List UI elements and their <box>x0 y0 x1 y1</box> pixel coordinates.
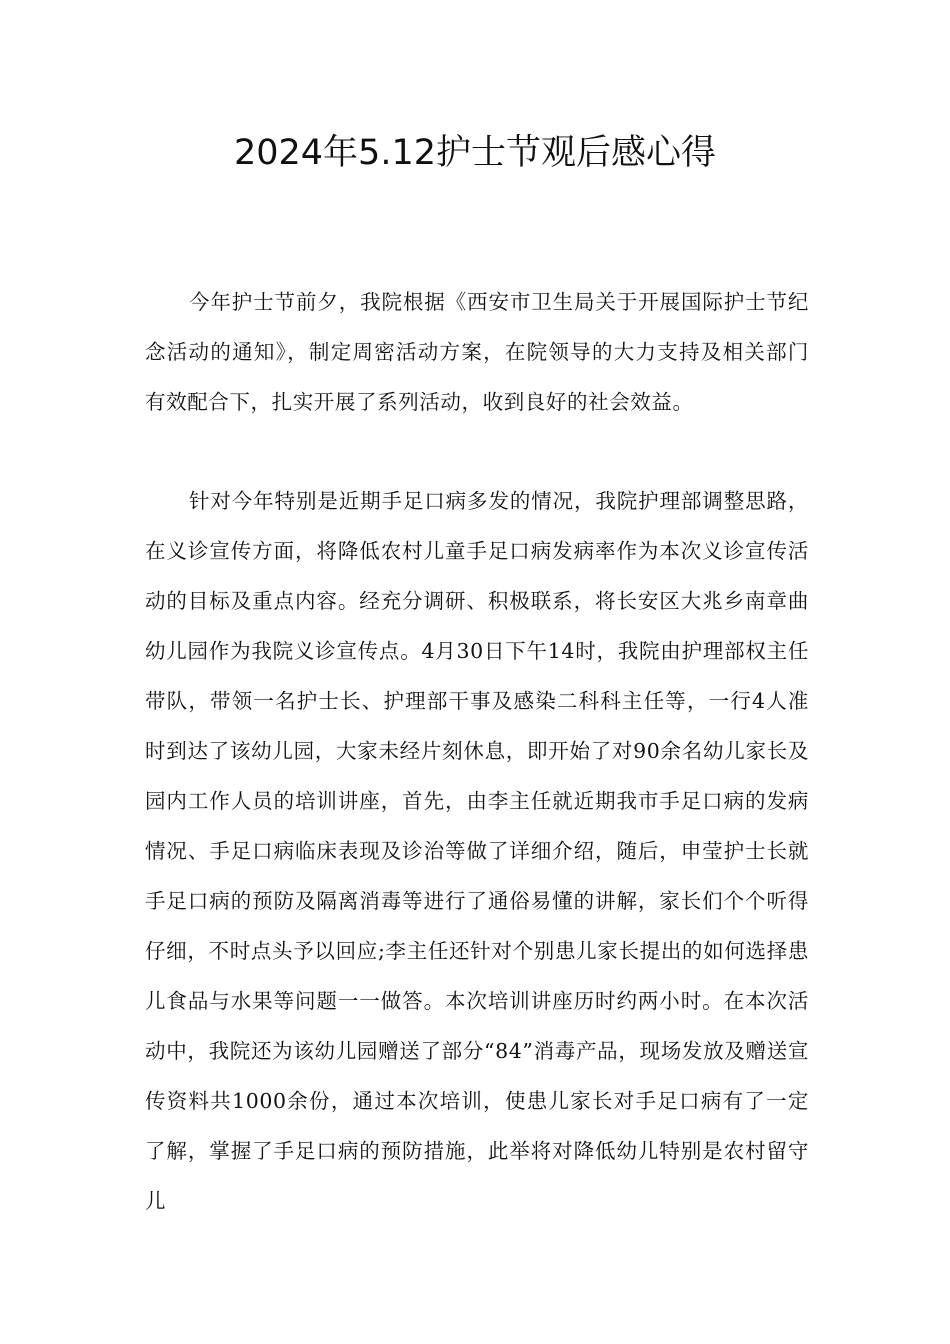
document-title: 2024年5.12护士节观后感心得 <box>233 133 716 173</box>
paragraph-1: 今年护士节前夕，我院根据《西安市卫生局关于开展国际护士节纪念活动的通知》，制定周密活动方案，在院领导的大力支持及相关部门有效配合下，扎实开展了系列活动，收到良好的社会效益。 <box>145 290 809 414</box>
paragraph-2: 针对今年特别是近期手足口病多发的情况，我院护理部调整思路，在义诊宣传方面，将降低农村儿童手足口病发病率作为本次义诊宣传活动的目标及重点内容。经充分调研、积极联系，将长安区大兆乡南章曲幼儿园作为我院义诊宣传点。4月30日下午14时，我院由护理部权主任带队，带领一名护士长、护理部干事及感染二科科主任等，一行4人准时到达了该幼儿园，大家未经片刻休息，即开始了对90余名幼儿家长及园内工作人员的培训讲座，首先，由李主任就近期我市手足口病的发病情况、手足口病临床表现及诊治等做了详细介绍，随后，申莹护士长就手足口病的预防及隔离消毒等进行了通俗易懂的讲解，家长们个个听得仔细，不时点头予以回应;李主任还针对个别患儿家长提出的如何选择患儿食品与水果等问题一一做答。本次培训讲座历时约两小时。在本次活动中，我院还为该幼儿园赠送了部分“84”消毒产品，现场发放及赠送宣传资料共1000余份，通过本次培训，使患儿家长对手足口病有了一定了解，掌握了手足口病的预防措施，此举将对降低幼儿特别是农村留守儿 <box>145 489 809 1213</box>
